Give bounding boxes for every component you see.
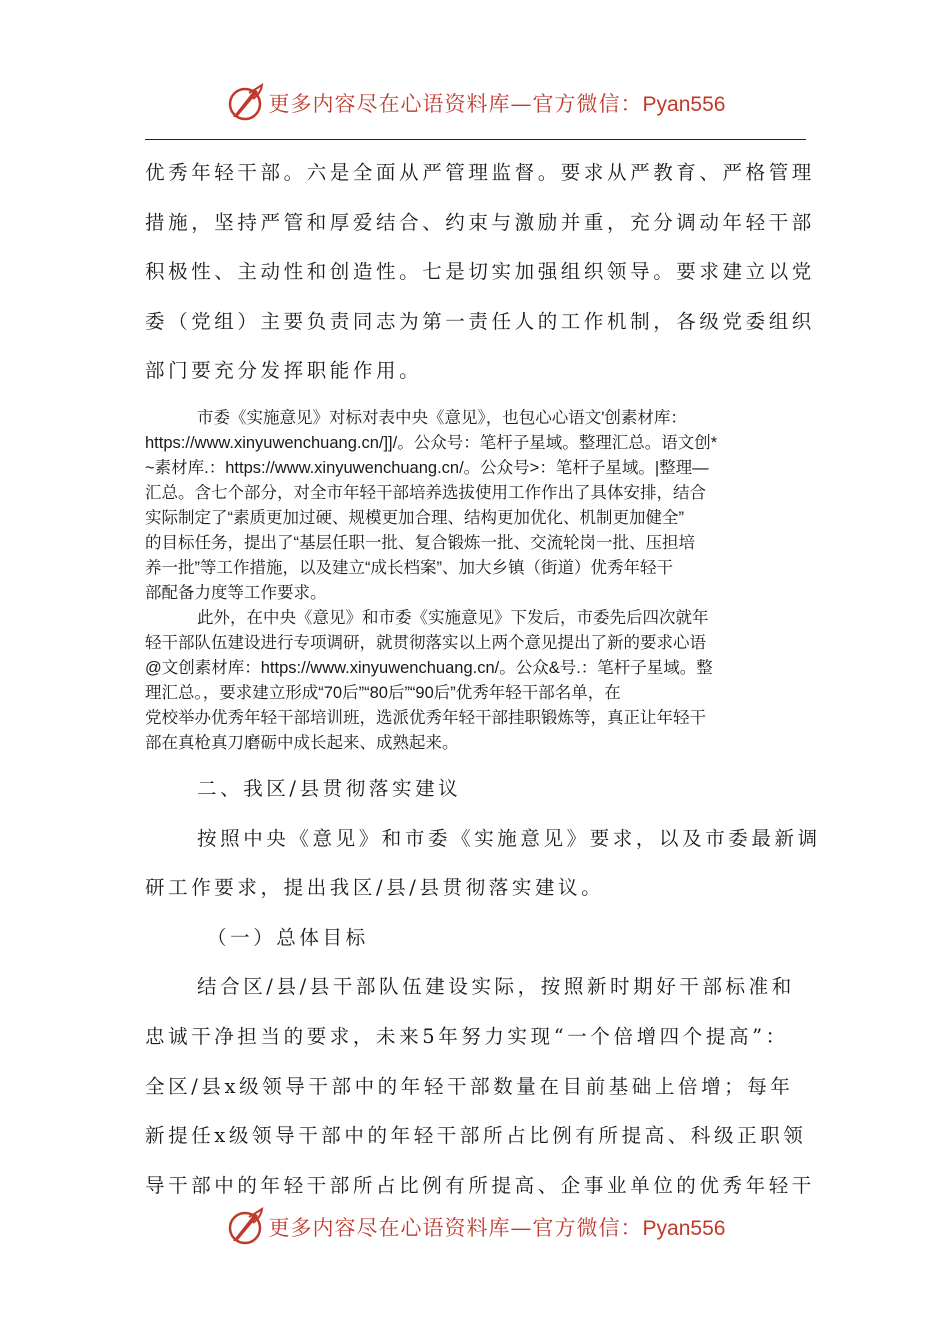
paragraph-block-4 (145, 764, 821, 1210)
text-line: 委（党组）主要负责同志为第一责任人的工作机制，各级党委组织 (145, 309, 815, 333)
text-line: 忠诚干净担当的要求，未来5年努力实现“一个倍增四个提高”： (145, 1024, 789, 1048)
text-line: 按照中央《意见》和市委《实施意见》要求，以及市委最新调 (197, 826, 821, 850)
text-line: 汇总。含七个部分，对全市年轻干部培养选拔使用工作作出了具体安排，结合 (145, 483, 706, 502)
text-line: 积极性、主动性和创造性。七是切实加强组织领导。要求建立以党 (145, 260, 815, 284)
text-line: 养一批”等工作措施，以及建立“成长档案”、加大乡镇（街道）优秀年轻干 (145, 558, 673, 577)
paragraph-block-2 (145, 406, 806, 606)
header-wechat-id: Pyan556 (642, 93, 726, 116)
document-body (145, 148, 821, 1210)
text-line: 结合区/县/县干部队伍建设实际，按照新时期好干部标准和 (197, 975, 795, 999)
subsection-heading: （一）总体目标 (207, 925, 369, 949)
text-line: 研工作要求，提出我区/县/县贯彻落实建议。 (145, 876, 605, 900)
footer-banner-text: 更多内容尽在心语资料库—官方微信：Pyan556 (268, 1216, 726, 1240)
header-divider (145, 139, 806, 140)
text-line: @文创素材库：https://www.xinyuwenchuang.cn/。公众&号.：笔杆子星域。整 (145, 658, 713, 677)
header-banner (0, 78, 950, 128)
text-line: 党校举办优秀年轻干部培训班，选派优秀年轻干部挂职锻炼等，真正让年轻干 (145, 708, 706, 727)
text-line: 全区/县x级领导干部中的年轻干部数量在目前基础上倍增；每年 (145, 1074, 794, 1098)
paragraph-block-3 (145, 606, 806, 756)
text-line: 轻干部队伍建设进行专项调研，就贯彻落实以上两个意见提出了新的要求心语 (145, 633, 706, 652)
footer-wechat-id: Pyan556 (642, 1217, 726, 1240)
text-line: 措施，坚持严管和厚爱结合、约束与激励并重，充分调动年轻干部 (145, 210, 815, 234)
quill-logo-icon (225, 83, 265, 123)
text-line: 实际制定了“素质更加过硬、规模更加合理、结构更加优化、机制更加健全” (145, 508, 684, 527)
section-heading: 二、我区/县贯彻落实建议 (197, 776, 462, 800)
text-line: ~素材库.：https://www.xinyuwenchuang.cn/。公众号>：笔杆子星域。|整理— (145, 458, 709, 477)
text-line: 部门要充分发挥职能作用。 (145, 359, 423, 383)
footer-banner (0, 1202, 950, 1252)
text-line: 导干部中的年轻干部所占比例有所提高、企事业单位的优秀年轻干 (145, 1173, 815, 1197)
text-line: 理汇总。，要求建立形成“70后”“80后”“90后”优秀年轻干部名单，在 (145, 683, 621, 702)
text-line: 新提任x级领导干部中的年轻干部所占比例有所提高、科级正职领 (145, 1124, 807, 1148)
text-line: https://www.xinyuwenchuang.cn/]]/。公众号：笔杆子星域。整理汇总。语文创* (145, 433, 718, 452)
text-line: 市委《实施意见》对标对表中央《意见》，也包心心语文'创素材库： (197, 408, 687, 427)
text-line: 优秀年轻干部。六是全面从严管理监督。要求从严教育、严格管理 (145, 161, 815, 184)
header-banner-text: 更多内容尽在心语资料库—官方微信：Pyan556 (268, 92, 726, 116)
paragraph-block-1 (145, 148, 815, 396)
quill-logo-icon (225, 1207, 265, 1247)
text-line: 部配备力度等工作要求。 (145, 583, 327, 602)
text-line: 的目标任务，提出了“基层任职一批、复合锻炼一批、交流轮岗一批、压担培 (145, 533, 695, 552)
text-line: 部在真枪真刀磨砺中成长起来、成熟起来。 (145, 733, 459, 752)
text-line: 此外，在中央《意见》和市委《实施意见》下发后，市委先后四次就年 (197, 608, 709, 627)
